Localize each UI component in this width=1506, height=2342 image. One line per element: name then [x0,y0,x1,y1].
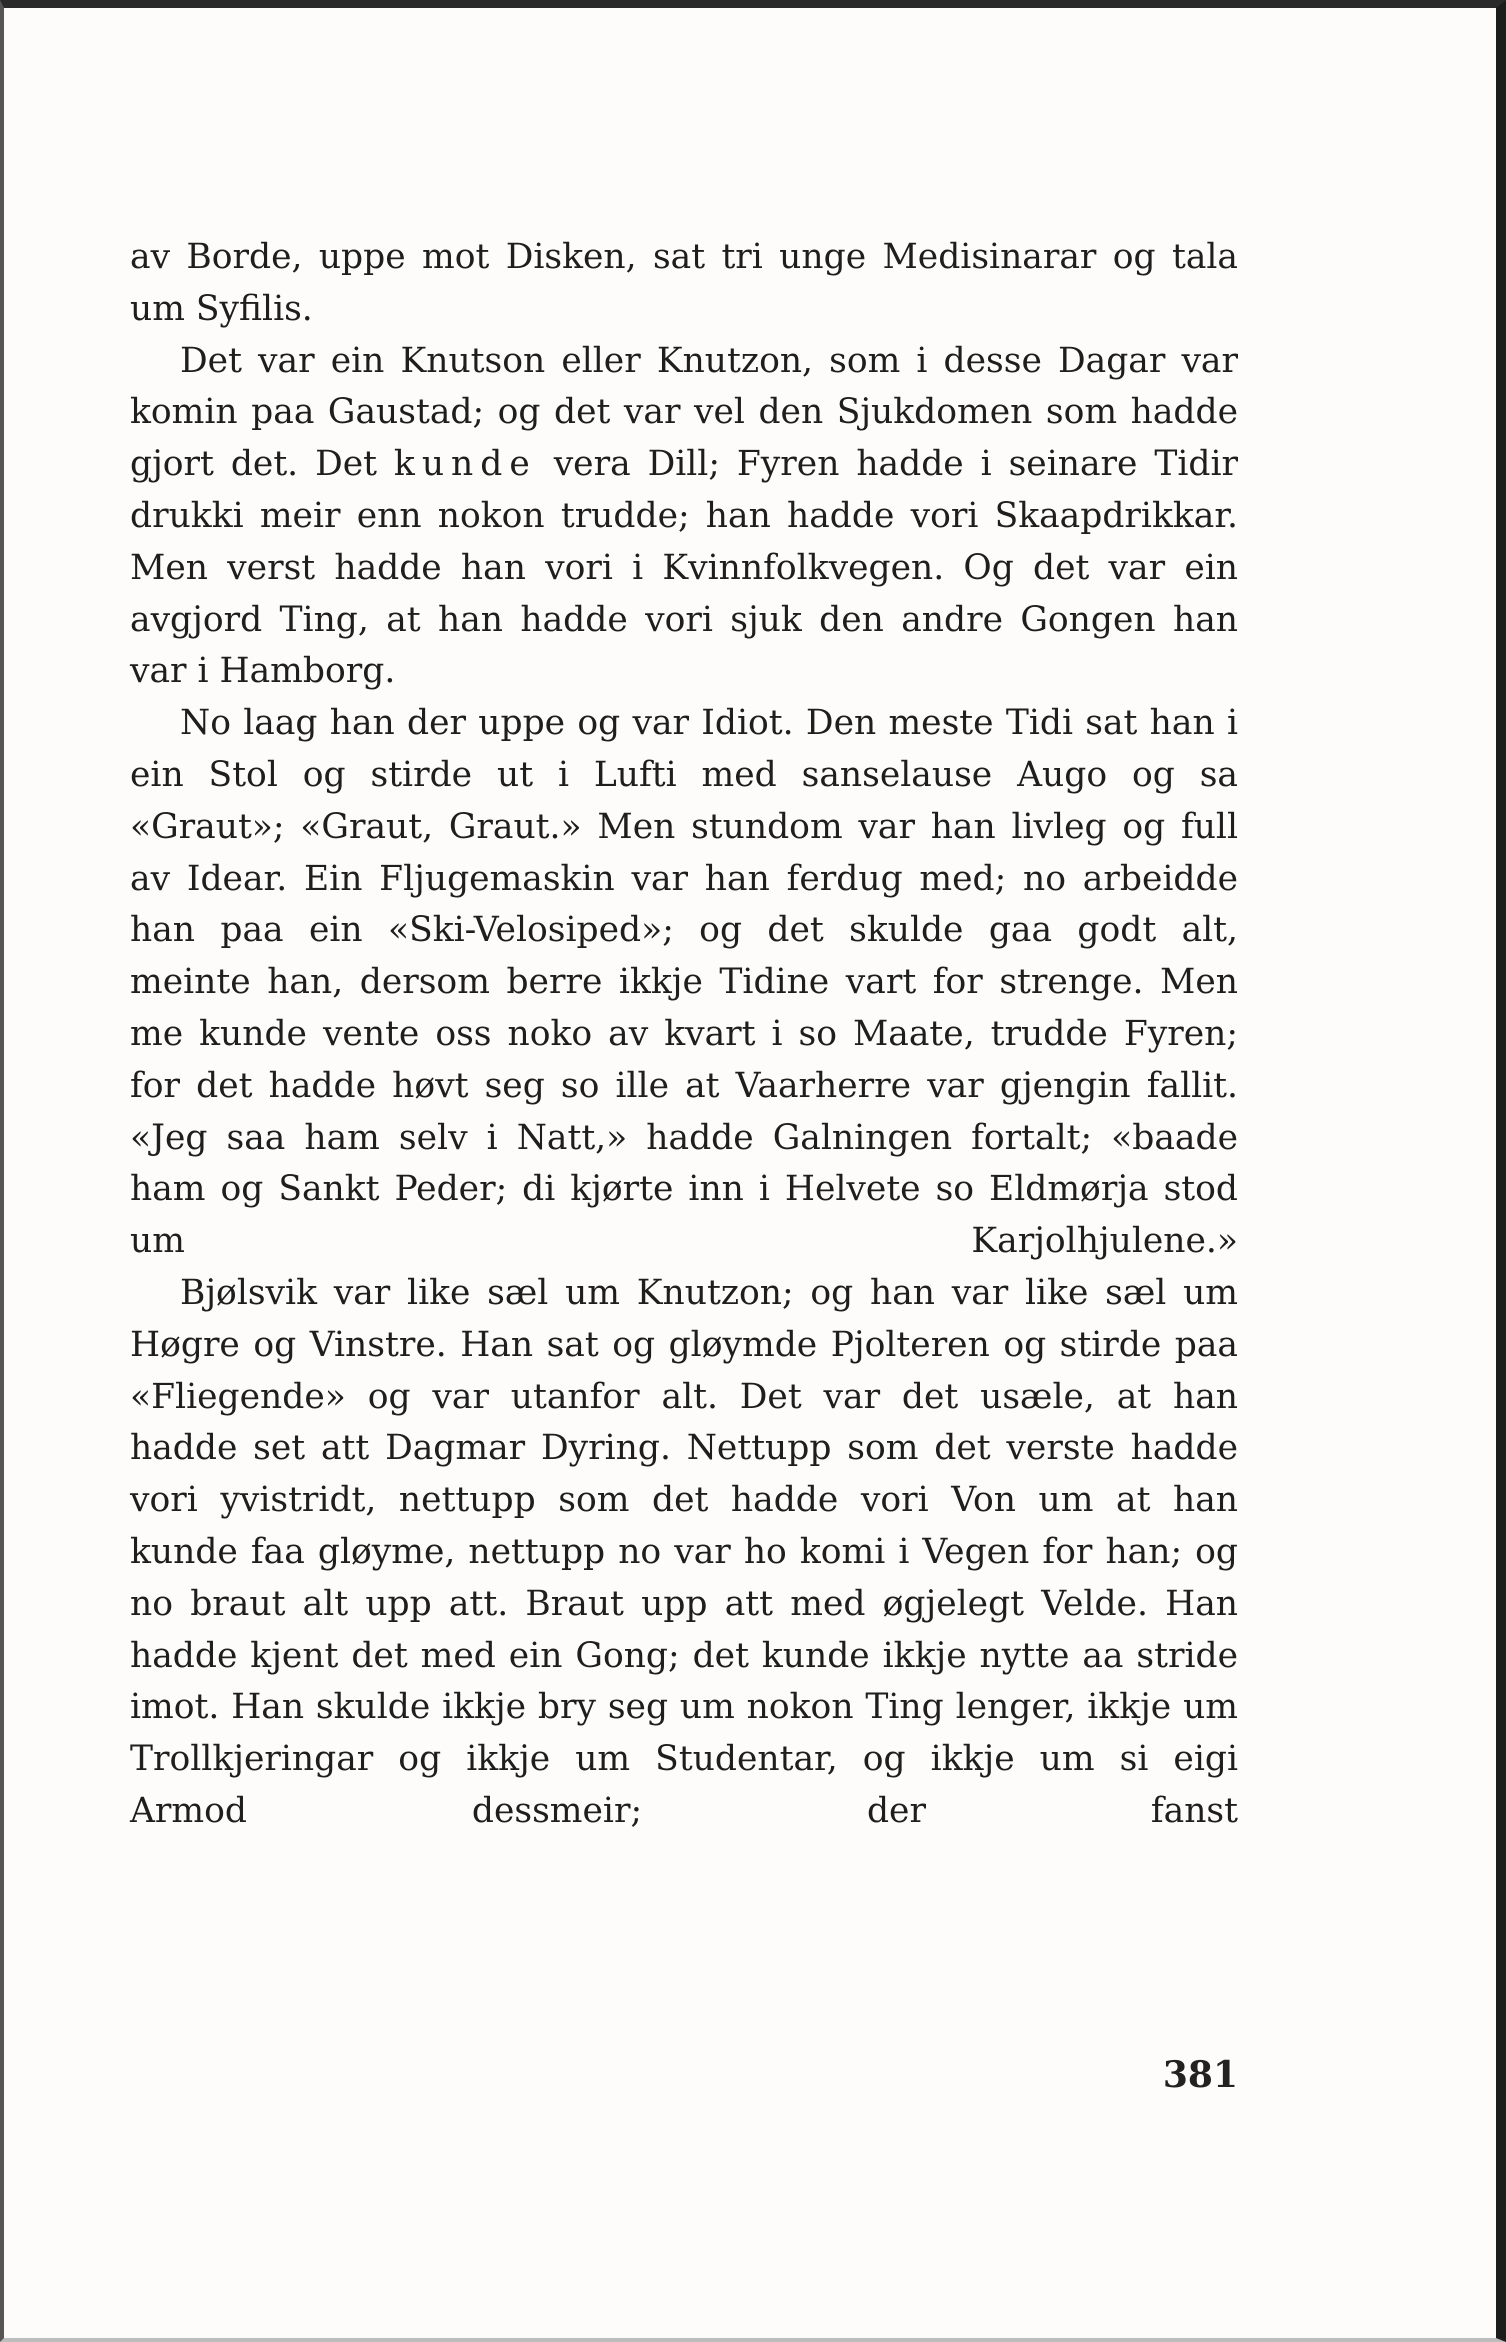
paragraph-3: No laag han der uppe og var Idiot. Den meste Tidi sat han i ein Stol og stirde ut i Lufti med sanselause Augo og sa «Graut»; «Graut, Graut.» Men stundom var han livleg og full av Idear. Ein Fljugemaskin var han ferdug med; no arbeidde han paa ein «Ski-Velosiped»; og det skulde gaa godt alt, meinte han, dersom berre ikkje Tidine vart for strenge. Men me kunde vente oss noko av kvart i so Maate, trudde Fyren; for det hadde høvt seg so ille at Vaarherre var gjengin fallit. «Jeg saa ham selv i Natt,» hadde Galningen fortalt; «baade ham og Sankt Peder; di kjørte inn i Helvete so Eldmørja stod um Karjolhjulene.» [130,703,1238,1262]
paragraph-2-text-before: Det var ein Knutson eller Knutzon, som i desse Dagar var komin paa Gaustad; og det var vel den Sjukdomen som hadde gjort det. Det [130,340,1238,485]
body-text [130,232,1238,1838]
paragraph-1: av Borde, uppe mot Disken, sat tri unge Medisinarar og tala um Syfilis. [130,237,1238,329]
spaced-emphasis: kunde [393,444,537,485]
paragraph-4: Bjølsvik var like sæl um Knutzon; og han var like sæl um Høgre og Vinstre. Han sat og gløymde Pjolteren og stirde paa «Fliegende» og var utanfor alt. Det var det usæle, at han hadde set att Dagmar Dyring. Nettupp som det verste hadde vori yvistridt, nettupp som det hadde vori Von um at han kunde faa gløyme, nettupp no var ho komi i Vegen for han; og no braut alt upp att. Braut upp att med øgjelegt Velde. Han hadde kjent det med ein Gong; det kunde ikkje nytte aa stride imot. Han skulde ikkje bry seg um nokon Ting lenger, ikkje um Trollkjeringar og ikkje um Studentar, og ikkje um si eigi Armod dessmeir; der fanst [130,1272,1238,1831]
paragraph-2-text-after: vera Dill; Fyren hadde i seinare Tidir drukki meir enn nokon trudde; han hadde vori Skaapdrikkar. Men verst hadde han vori i Kvinnfolkvegen. Og det var ein avgjord Ting, at han hadde vori sjuk den andre Gongen han var i Hamborg. [130,444,1238,692]
page-number: 381 [1162,2054,1238,2096]
paragraph-2 [130,336,1238,699]
